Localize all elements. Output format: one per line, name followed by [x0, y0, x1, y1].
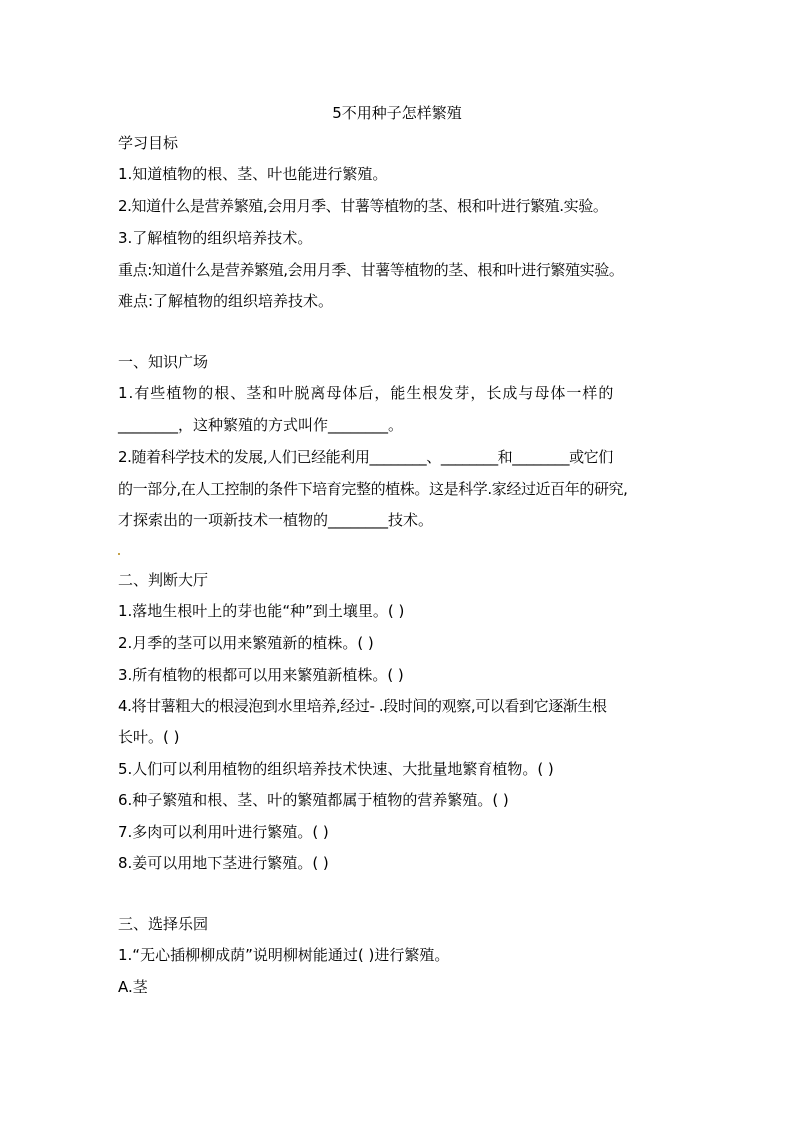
fill-question-1-line-1: 1.有些植物的根、茎和叶脱离母体后，能生根发芽，长成与母体一样的	[118, 384, 615, 402]
judge-item: 3.所有植物的根都可以用来繁殖新植株。( )	[118, 666, 404, 684]
section2-heading: 二、判断大厅	[118, 571, 209, 589]
judge-item: 7.多肉可以利用叶进行繁殖。( )	[118, 823, 329, 841]
key-point: 重点:知道什么是营养繁殖,会用月季、甘薯等植物的茎、根和叶进行繁殖实验。	[118, 261, 624, 279]
page-title: 5不用种子怎样繁殖	[332, 104, 462, 122]
fill-question-2-line-1: 2.随着科学技术的发展,人们已经能利用________、________和________或它们	[118, 448, 613, 466]
judge-item: 2.月季的茎可以用来繁殖新的植株。( )	[118, 634, 374, 652]
judge-item: 1.落地生根叶上的芽也能“种”到土壤里。( )	[118, 602, 405, 620]
judge-item: 8.姜可以用地下茎进行繁殖。( )	[118, 854, 329, 872]
judge-item: 4.将甘薯粗大的根浸泡到水里培养,经过- .段时间的观察,可以看到它逐渐生根	[118, 697, 607, 715]
objective-item: 3.了解植物的组织培养技术。	[118, 229, 313, 247]
judge-item-continuation: 长叶。( )	[118, 728, 180, 746]
fill-question-2-line-3: 才探索出的一项新技术一植物的________技术。	[118, 511, 434, 529]
fill-question-2-line-2: 的一部分,在人工控制的条件下培育完整的植株。这是科学.家经过近百年的研究,	[118, 480, 628, 498]
stray-mark	[118, 553, 120, 555]
fill-question-1-line-2: ________，这种繁殖的方式叫作________。	[118, 416, 404, 434]
section1-heading: 一、知识广场	[118, 353, 209, 371]
choice-question-1: 1.“无心插柳柳成荫”说明柳树能通过( )进行繁殖。	[118, 946, 450, 964]
section3-heading: 三、选择乐园	[118, 915, 209, 933]
judge-item: 6.种子繁殖和根、茎、叶的繁殖都属于植物的营养繁殖。( )	[118, 791, 509, 809]
objective-item: 1.知道植物的根、茎、叶也能进行繁殖。	[118, 165, 388, 183]
difficulty-point: 难点:了解植物的组织培养技术。	[118, 292, 334, 310]
choice-option-a: A.茎	[118, 978, 148, 996]
objectives-heading: 学习目标	[118, 134, 179, 152]
objective-item: 2.知道什么是营养繁殖,会用月季、甘薯等植物的茎、根和叶进行繁殖.实验。	[118, 197, 608, 215]
judge-item: 5.人们可以利用植物的组织培养技术快速、大批量地繁育植物。( )	[118, 760, 554, 778]
